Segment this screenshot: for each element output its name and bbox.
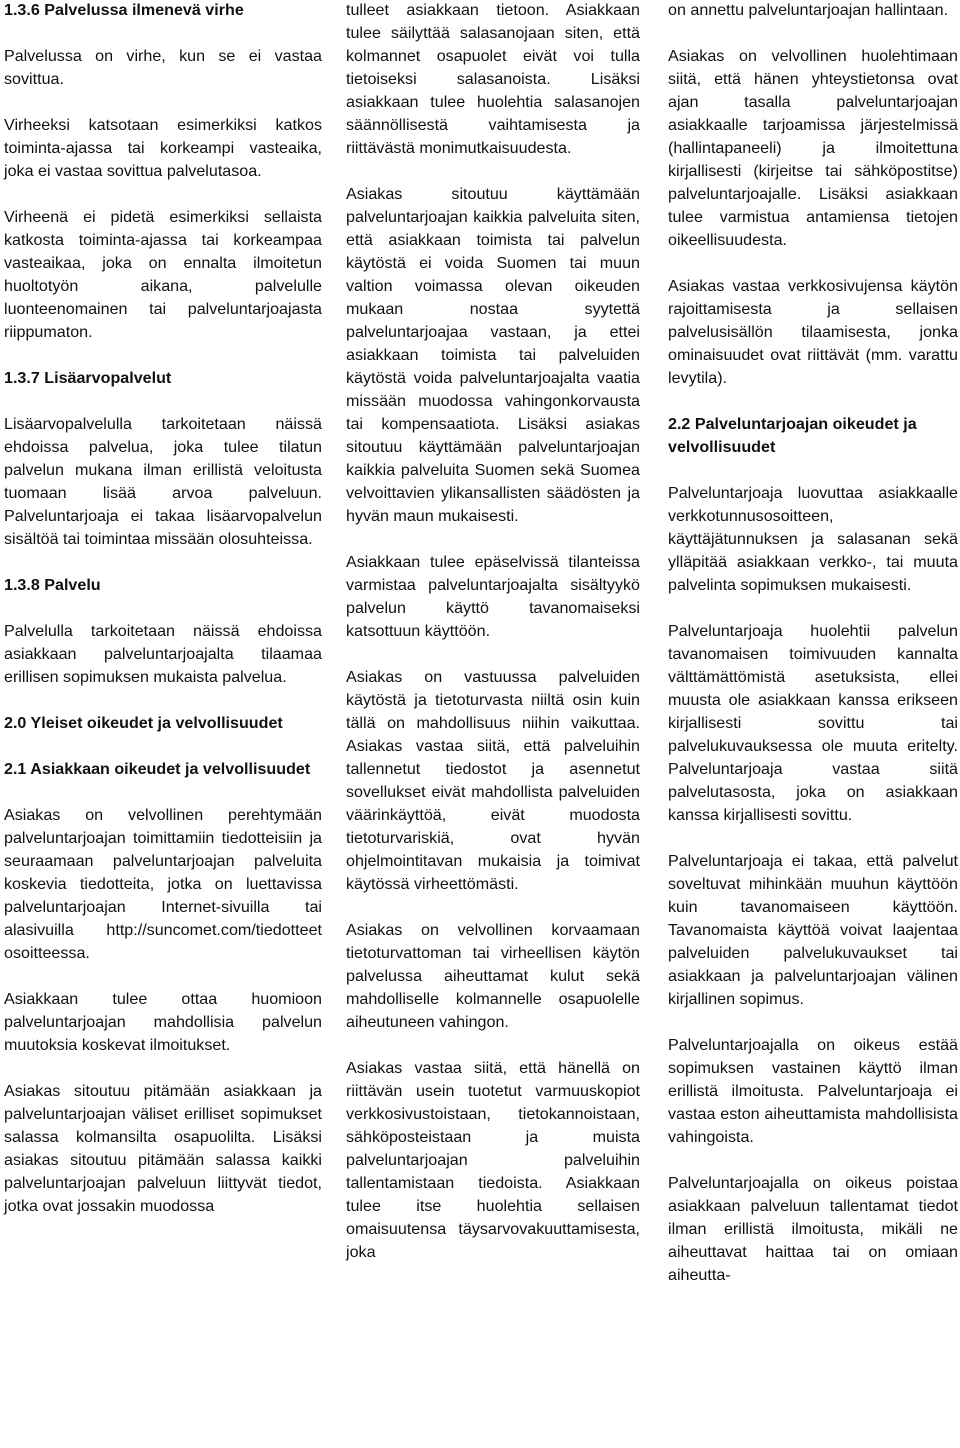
paragraph: Virheenä ei pidetä esimerkiksi sellaista katkosta toiminta-ajassa tai korkeampaa vasteaikaa, joka on ennalta ilmoitetun huoltotyön aikana, palvelulle luonteenomainen tai palveluntarjoajasta riippumaton. <box>4 208 322 341</box>
section-heading-1-3-6: 1.3.6 Palvelussa ilmenevä virhe <box>4 1 244 19</box>
paragraph: Palveluntarjoaja luovuttaa asiakkaalle verkkotunnusosoitteen, käyttäjätunnuksen ja salasanan sekä ylläpitää asiakkaan verkko-, tai muuta palvelinta sopimuksen mukaisesti. <box>668 484 958 594</box>
paragraph: Asiakas sitoutuu pitämään asiakkaan ja palveluntarjoajan väliset erilliset sopimukset salassa kolmansilta osapuolilta. Lisäksi asiakas sitoutuu pitämään salassa kaikki palveluntarjoajan palveluun liittyvät tiedot, jotka ovat jossakin muodossa <box>4 1082 322 1215</box>
section-heading-1-3-7: 1.3.7 Lisäarvopalvelut <box>4 369 172 387</box>
paragraph: Asiakas vastaa verkkosivujensa käytön rajoittamisesta ja sellaisen palvelusisällön tilaamisesta, jonka ominaisuudet ovat riittävät (mm. varattu levytila). <box>668 277 958 387</box>
paragraph: Palveluntarjoaja huolehtii palvelun tavanomaisen toimivuuden kannalta välttämättömistä asetuksista, ellei muusta ole asiakkaan kanssa erikseen kirjallisesti sovittu tai palvelukuvauksessa ole muuta eritelty. Palveluntarjoaja vastaa siitä palvelutasosta, joka on asiakkaan kanssa kirjallisesti sovittu. <box>668 622 958 824</box>
paragraph: tulleet asiakkaan tietoon. Asiakkaan tulee säilyttää salasanojaan siten, että kolmannet osapuolet eivät voi tulla tietoiseksi salasanoista. Lisäksi asiakkaan tulee huolehtia salasanojen säännöllisestä vaihtamisesta ja riittävästä monimutkaisuudesta. <box>346 1 640 157</box>
section-heading-1-3-8: 1.3.8 Palvelu <box>4 576 101 594</box>
text-column-3 <box>668 0 958 1310</box>
section-heading-2-2: 2.2 Palveluntarjoajan oikeudet ja velvollisuudet <box>668 415 917 456</box>
paragraph: on annettu palveluntarjoajan hallintaan. <box>668 1 949 19</box>
paragraph: Asiakas on velvollinen korvaamaan tietoturvattoman tai virheellisen käytön palvelussa aiheuttamat kulut sekä mahdolliselle kolmannelle osapuolelle aiheutuneen vahingon. <box>346 921 640 1031</box>
paragraph: Palveluntarjoaja ei takaa, että palvelut soveltuvat mihinkään muuhun käyttöön kuin tavanomaiseen käyttöön. Tavanomaista käyttöä voivat laajentaa palveluiden palvelukuvaukset tai asiakkaan ja palveluntarjoajan välinen kirjallinen sopimus. <box>668 852 958 1008</box>
paragraph: Asiakkaan tulee ottaa huomioon palveluntarjoajan mahdollisia palvelun muutoksia koskevat ilmoitukset. <box>4 990 322 1054</box>
text-column-1 <box>4 0 322 1241</box>
paragraph: Lisäarvopalvelulla tarkoitetaan näissä ehdoissa palvelua, joka tulee tilatun palvelun mukana ilman erillistä veloitusta tuomaan lisää arvoa palveluun. Palveluntarjoaja ei takaa lisäarvopalvelun sisältöä tai toimintaa missään olosuhteissa. <box>4 415 322 548</box>
paragraph: Virheeksi katsotaan esimerkiksi katkos toiminta-ajassa tai korkeampi vasteaika, joka ei vastaa sovittua palvelutasoa. <box>4 116 322 180</box>
paragraph: Palvelussa on virhe, kun se ei vastaa sovittua. <box>4 47 322 88</box>
paragraph: Asiakkaan tulee epäselvissä tilanteissa varmistaa palveluntarjoajalta sisältyykö palvelun käyttö tavanomaiseksi katsottuun käyttöön. <box>346 553 640 640</box>
section-heading-2-0: 2.0 Yleiset oikeudet ja velvollisuudet <box>4 714 283 732</box>
section-heading-2-1: 2.1 Asiakkaan oikeudet ja velvollisuudet <box>4 760 311 778</box>
paragraph: Asiakas on vastuussa palveluiden käytöstä ja tietoturvasta niiltä osin kuin tällä on mahdollisuus niihin vaikuttaa. Asiakas vastaa siitä, että palveluihin tallennetut tiedostot ja asennetut sovellukset eivät mahdollista palveluiden väärinkäyttöä, eivät muodosta tietoturvariskiä, ovat hyvän ohjelmointitavan mukaisia ja toimivat käytössä virheettömästi. <box>346 668 640 893</box>
paragraph: Asiakas vastaa siitä, että hänellä on riittävän usein tuotetut varmuuskopiot verkkosivustoistaan, tietokannoistaan, sähköposteistaan ja muista palveluntarjoajan palveluihin tallentamistaan tiedoista. Asiakkaan tulee itse huolehtia sellaisen omaisuutensa täysarvovakuuttamisesta, joka <box>346 1059 640 1261</box>
paragraph: Asiakas on velvollinen huolehtimaan siitä, että hänen yhteystietonsa ovat ajan tasalla palveluntarjoajan asiakkaalle tarjoamissa järjestelmissä (hallintapaneeli) ja ilmoitettuna kirjallisesti (kirjeitse tai sähköpostitse) palveluntarjoajalle. Lisäksi asiakkaan tulee varmistua antamiensa tietojen oikeellisuudesta. <box>668 47 958 249</box>
text-column-2 <box>346 0 640 1287</box>
paragraph: Palveluntarjoajalla on oikeus poistaa asiakkaan palveluun tallentamat tiedot ilman erillistä ilmoitusta, mikäli ne aiheuttavat haittaa tai on omiaan aiheutta- <box>668 1174 958 1284</box>
paragraph: Asiakas on velvollinen perehtymään palveluntarjoajan toimittamiin tiedotteisiin ja seuraamaan palveluntarjoajan palveluita koskevia tiedotteita, jotka on luettavissa palveluntarjoajan Internet-sivuilla tai alasivuilla http://suncomet.com/tiedotteet osoitteessa. <box>4 806 322 962</box>
paragraph: Palveluntarjoajalla on oikeus estää sopimuksen vastainen käyttö ilman erillistä ilmoitusta. Palveluntarjoaja ei vastaa eston aiheuttamista mahdollisista vahingoista. <box>668 1036 958 1146</box>
paragraph: Asiakas sitoutuu käyttämään palveluntarjoajan kaikkia palveluita siten, että asiakkaan toimista tai palvelun käytöstä ei voida Suomen tai muun valtion voimassa olevan oikeuden mukaan nostaa syytettä palveluntarjoajaa vastaan, ja ettei asiakkaan toimista tai palveluiden käytöstä voida palveluntarjoajalta vaatia missään muodossa vahingonkorvausta tai kompensaatiota. Lisäksi asiakas sitoutuu käyttämään palveluntarjoajan kaikkia palveluita Suomen sekä Suomea velvoittavien ylikansallisten säädösten ja hyvän maun mukaisesti. <box>346 185 640 525</box>
paragraph: Palvelulla tarkoitetaan näissä ehdoissa asiakkaan palveluntarjoajalta tilaamaa erillisen sopimuksen mukaista palvelua. <box>4 622 322 686</box>
